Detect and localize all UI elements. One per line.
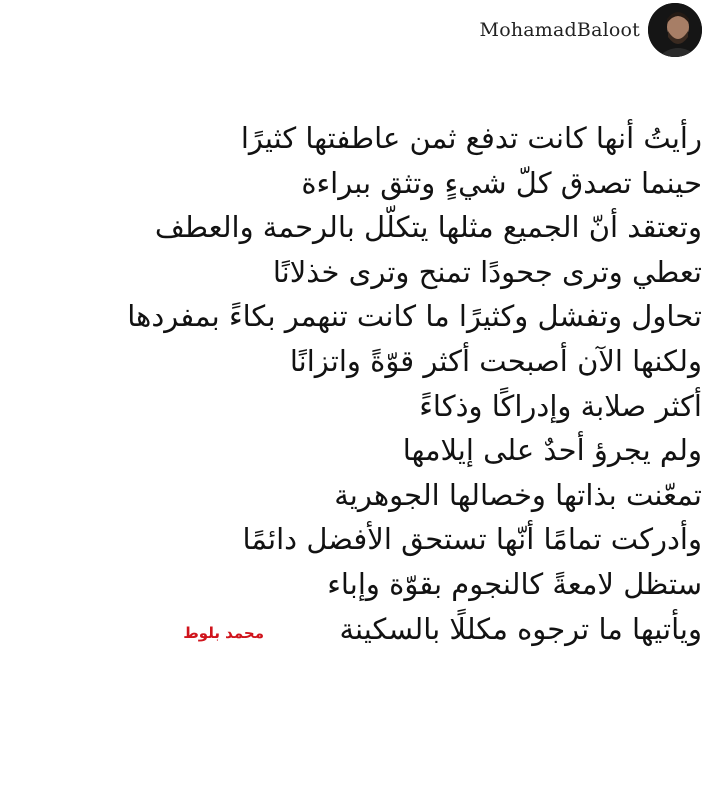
poem-line: ستظل لامعةً كالنجوم بقوّة وإباء [327,566,702,601]
profile-photo-icon [648,3,702,57]
poem-line: ويأتيها ما ترجوه مكللًا بالسكينة [339,611,702,646]
poem-line: حينما تصدق كلّ شيءٍ وتثق ببراءة [301,165,702,200]
username[interactable]: MohamadBaloot [479,19,640,41]
poem-text [0,116,702,651]
poem-line: ولكنها الآن أصبحت أكثر قوّةً واتزانًا [289,343,702,378]
poem-line: ولم يجرؤ أحدٌ على إيلامها [402,433,702,468]
profile-header[interactable] [480,0,702,60]
poem-line: تحاول وتفشل وكثيرًا ما كانت تنهمر بكاءً بمفردها [127,299,702,334]
avatar[interactable] [648,3,702,57]
poem-line: تعطي وترى جحودًا تمنح وترى خذلانًا [272,254,702,289]
author-signature: محمد بلوط [183,624,264,642]
poem-line: وتعتقد أنّ الجميع مثلها يتكلّل بالرحمة والعطف [154,210,702,245]
poem-line: تمعّنت بذاتها وخصالها الجوهرية [334,477,702,512]
poem-line: رأيتُ أنها كانت تدفع ثمن عاطفتها كثيرًا [240,121,702,155]
poem-line: وأدركت تمامًا أنّها تستحق الأفضل دائمًا [242,522,702,557]
poem-line: أكثر صلابة وإدراكًا وذكاءً [419,388,702,423]
